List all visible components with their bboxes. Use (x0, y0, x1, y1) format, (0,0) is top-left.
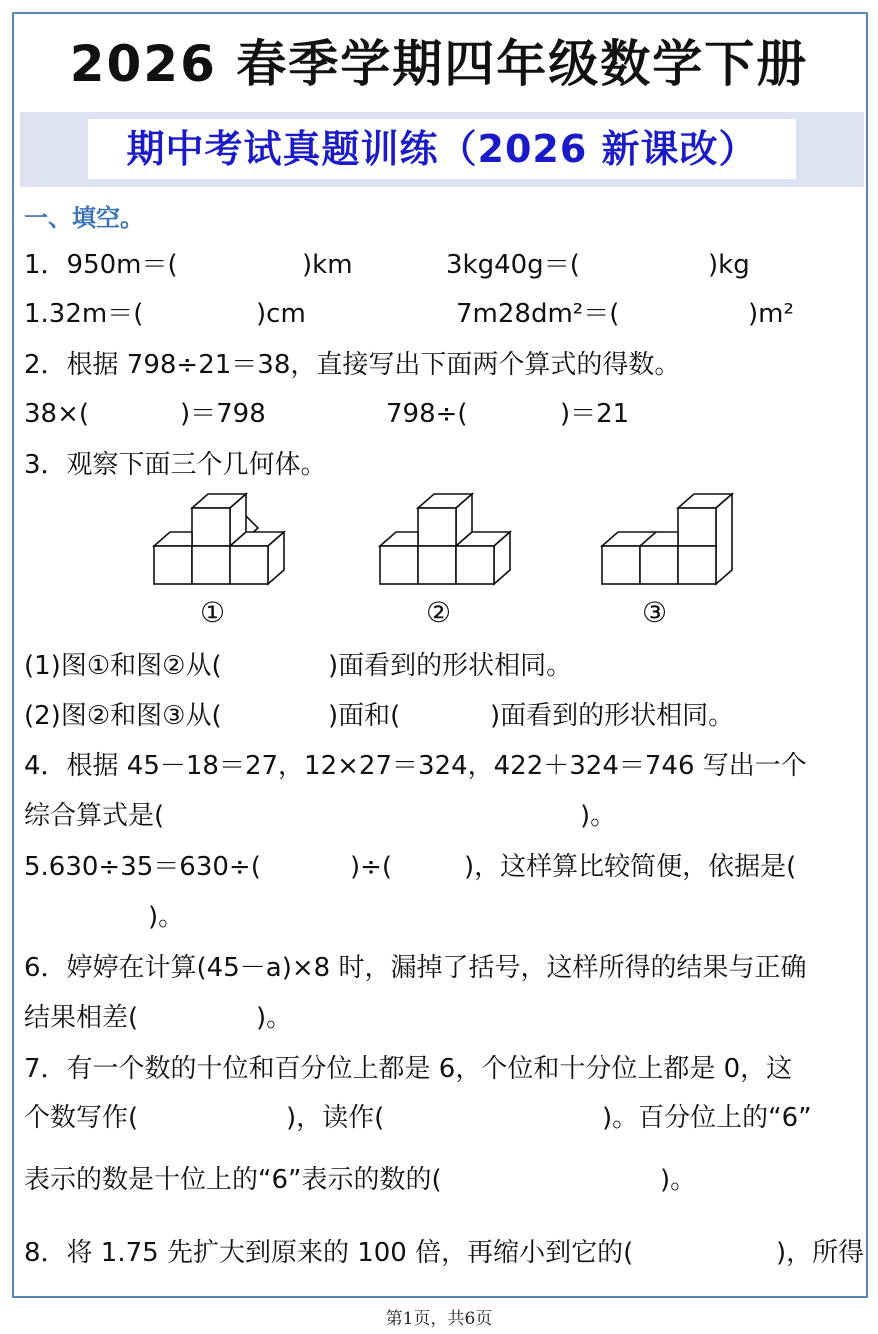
page-title: 2026 春季学期四年级数学下册 (69, 35, 809, 93)
q7c-part2: )。 (660, 1165, 697, 1195)
q1a-part3: 3kg40g＝( (446, 250, 580, 280)
question-2: 2．根据 798÷21＝38，直接写出下面两个算式的得数。 (24, 350, 681, 380)
q2b-part4: )＝21 (560, 399, 630, 429)
q2b-part2: )＝798 (180, 399, 266, 429)
q5-part3: )，这样算比较简便，依据是( (464, 852, 797, 882)
question-3: 3．观察下面三个几何体。 (24, 450, 327, 480)
q4b-part2: )。 (580, 801, 617, 831)
page-subtitle: 期中考试真题训练（2026 新课改） (88, 119, 796, 179)
page-footer: 第1页，共6页 (385, 1309, 493, 1329)
q8-part1: 8．将 1.75 先扩大到原来的 100 倍，再缩小到它的( (24, 1238, 634, 1268)
question-6: 6．婷婷在计算(45－a)×8 时，漏掉了括号，这样所得的结果与正确 (24, 953, 807, 983)
q3-2-part1: (2)图②和图③从( (24, 701, 222, 731)
q1a-part1: 1．950m＝( (24, 250, 178, 280)
q5b-text: )。 (148, 902, 185, 932)
q7b-part3: )。百分位上的“6” (602, 1103, 812, 1133)
q6b-part2: )。 (256, 1003, 293, 1033)
figure-1-cube-stack (150, 490, 290, 590)
q3-1-part1: (1)图①和图②从( (24, 651, 222, 681)
q7c-part1: 表示的数是十位上的“6”表示的数的( (24, 1165, 442, 1195)
q1b-part2: )cm (256, 299, 306, 329)
section-heading: 一、填空。 (24, 204, 144, 232)
q1b-part4: )m² (748, 299, 794, 329)
q1a-part4: )kg (708, 250, 750, 280)
q2b-part1: 38×( (24, 399, 90, 429)
figure-3-label: ③ (642, 596, 668, 629)
q1a-part2: )km (302, 250, 353, 280)
q5-part2: )÷( (350, 852, 393, 882)
question-7: 7．有一个数的十位和百分位上都是 6，个位和十分位上都是 0，这 (24, 1054, 793, 1084)
q5-part1: 5.630÷35＝630÷( (24, 852, 261, 882)
q3-1-part2: )面看到的形状相同。 (328, 651, 573, 681)
q2b-part3: 798÷( (386, 399, 468, 429)
figure-1-label: ① (200, 596, 226, 629)
q7b-part1: 个数写作( (24, 1103, 139, 1133)
q4b-part1: 综合算式是( (24, 801, 165, 831)
figure-3-cube-stack (598, 490, 738, 590)
q1b-part1: 1.32m＝( (24, 299, 144, 329)
q6b-part1: 结果相差( (24, 1003, 139, 1033)
figure-2-label: ② (426, 596, 452, 629)
q3-2-part3: )面看到的形状相同。 (490, 701, 735, 731)
q8-part2: )，所得 (776, 1238, 865, 1268)
q1b-part3: 7m28dm²＝( (456, 299, 620, 329)
question-4: 4．根据 45－18＝27，12×27＝324，422＋324＝746 写出一个 (24, 751, 807, 781)
figure-2-cube-stack (376, 490, 516, 590)
q7b-part2: )，读作( (286, 1103, 385, 1133)
q3-2-part2: )面和( (328, 701, 401, 731)
